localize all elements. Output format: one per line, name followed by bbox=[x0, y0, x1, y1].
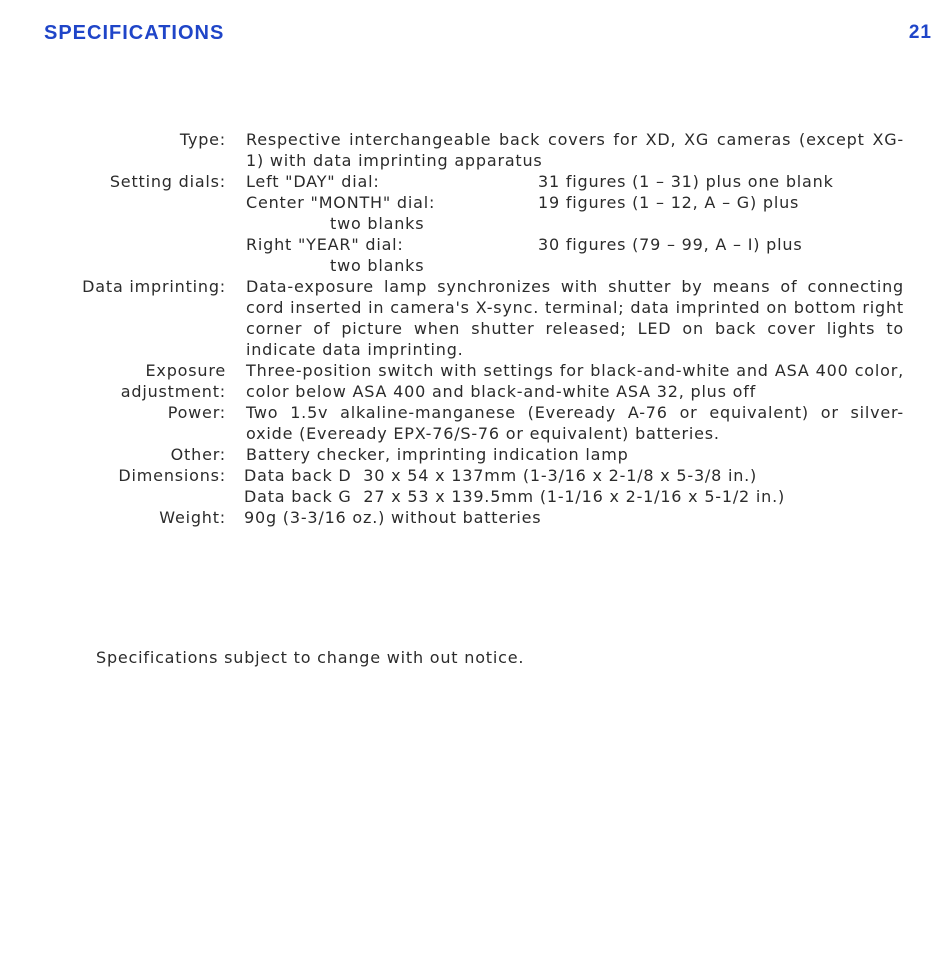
spec-value-exposure: Three-position switch with settings for black-and-white and ASA 400 color, color below ASA 400 and black-and-white ASA 32, plus off bbox=[246, 361, 904, 401]
dial-value-year: 30 figures (79 – 99, A – I) plus bbox=[538, 235, 803, 254]
spec-value-weight: 90g (3-3/16 oz.) without batteries bbox=[244, 508, 542, 527]
specifications-list bbox=[0, 129, 950, 528]
page-number: 21 bbox=[908, 22, 932, 43]
dial-row-day bbox=[246, 171, 904, 192]
footnote: Specifications subject to change with out notice. bbox=[96, 648, 525, 667]
dial-row-month bbox=[246, 192, 950, 213]
spec-label-exposure bbox=[0, 360, 226, 402]
dial-name-year: Right "YEAR" dial: bbox=[246, 235, 404, 254]
dial-cont-month: two blanks bbox=[330, 214, 425, 233]
spec-label-exposure-line1: Exposure bbox=[145, 361, 226, 380]
spec-row-exposure bbox=[0, 360, 950, 402]
spec-label-type: Type: bbox=[179, 130, 226, 149]
spec-value-type: Respective interchangeable back covers for XD, XG cameras (except XG-1) with data imprinting apparatus bbox=[246, 130, 904, 170]
spec-row-setting-dials bbox=[0, 171, 950, 192]
spec-label-data-imprinting: Data imprinting: bbox=[82, 277, 226, 296]
dial-value-month: 19 figures (1 – 12, A – G) plus bbox=[538, 193, 800, 212]
spec-label-dimensions: Dimensions: bbox=[118, 466, 226, 485]
spec-row-weight bbox=[0, 507, 950, 528]
dimensions-data-back-d: Data back D 30 x 54 x 137mm (1-3/16 x 2-1/8 x 5-3/8 in.) bbox=[244, 466, 758, 485]
page-title: SPECIFICATIONS bbox=[44, 22, 225, 44]
spec-value-other: Battery checker, imprinting indication lamp bbox=[246, 445, 629, 464]
spec-row-dimensions bbox=[0, 465, 950, 507]
dial-name-month: Center "MONTH" dial: bbox=[246, 193, 436, 212]
spec-label-setting-dials: Setting dials: bbox=[109, 172, 226, 191]
spec-value-dimensions bbox=[244, 465, 902, 507]
spec-row-power bbox=[0, 402, 950, 444]
spec-label-weight: Weight: bbox=[159, 508, 226, 527]
dimensions-data-back-g: Data back G 27 x 53 x 139.5mm (1-1/16 x 2-1/16 x 5-1/2 in.) bbox=[244, 487, 786, 506]
spec-row-type bbox=[0, 129, 950, 171]
dial-value-day: 31 figures (1 – 31) plus one blank bbox=[538, 172, 834, 191]
spec-label-other: Other: bbox=[170, 445, 226, 464]
spec-row-other bbox=[0, 444, 950, 465]
spec-value-data-imprinting: Data-exposure lamp synchronizes with shutter by means of connecting cord inserted in camera's X-sync. terminal; data imprinted on bottom right corner of picture when shutter released; LED on back cover lights to indicate data imprinting. bbox=[246, 277, 904, 359]
dial-cont-year: two blanks bbox=[330, 256, 425, 275]
spec-value-power: Two 1.5v alkaline-manganese (Eveready A-76 or equivalent) or silver-oxide (Eveready EPX-76/S-76 or equivalent) batteries. bbox=[246, 403, 904, 443]
spec-row-data-imprinting bbox=[0, 276, 950, 360]
spec-label-exposure-line2: adjustment: bbox=[120, 382, 226, 401]
dial-name-day: Left "DAY" dial: bbox=[246, 172, 380, 191]
spec-label-power: Power: bbox=[167, 403, 226, 422]
dial-row-year bbox=[246, 234, 950, 255]
